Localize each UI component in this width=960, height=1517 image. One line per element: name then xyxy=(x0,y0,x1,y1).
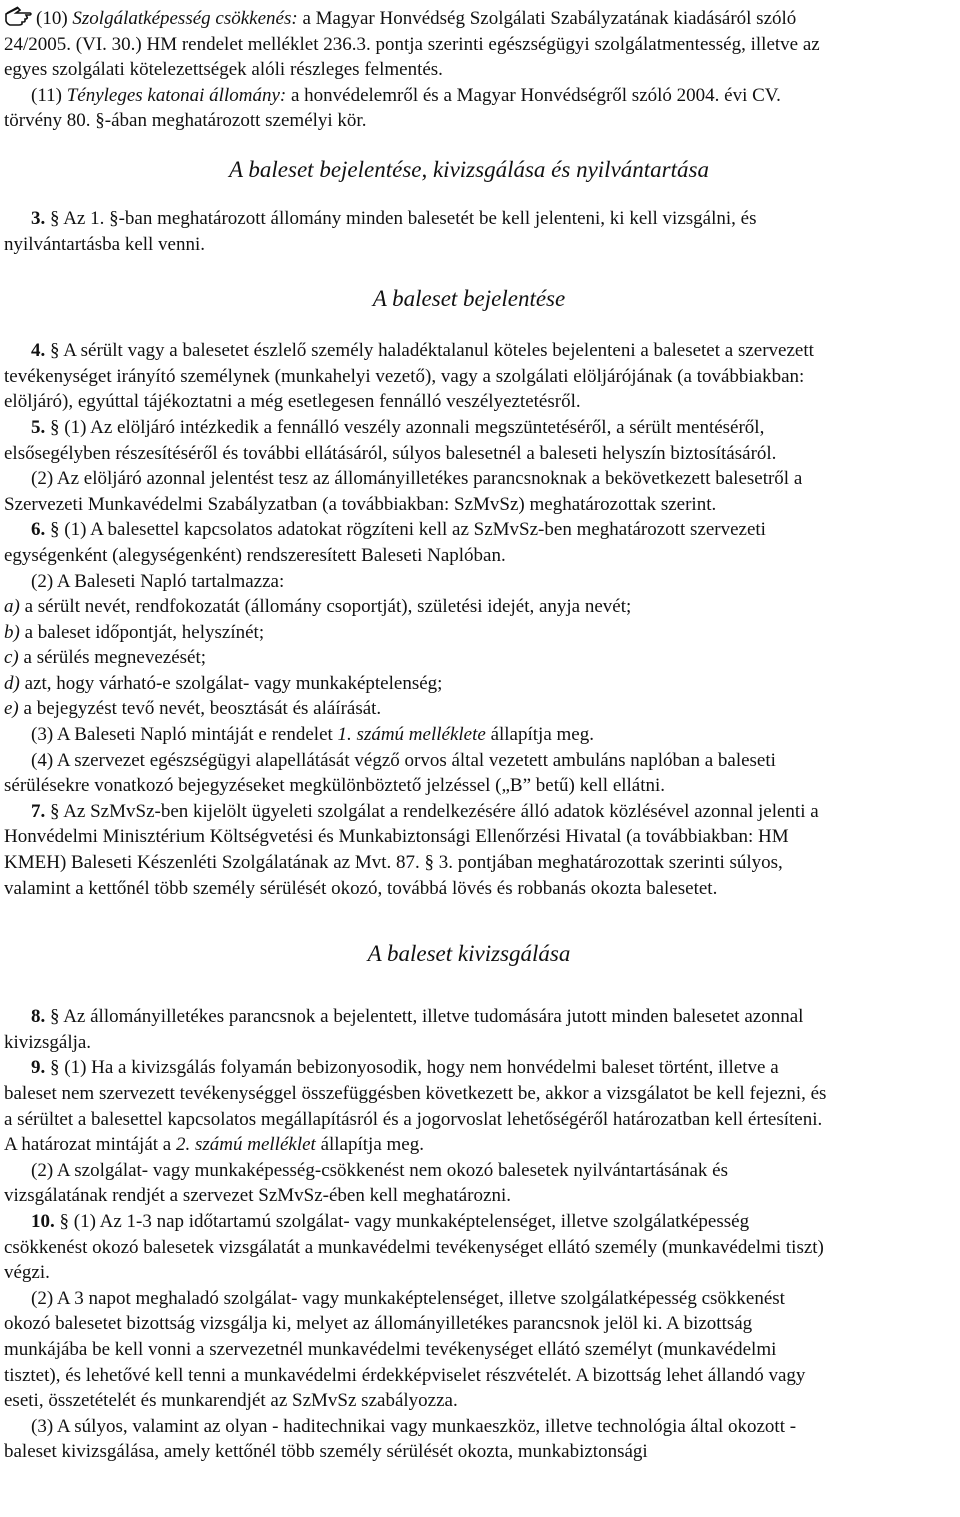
list-item: b) a baleset időpontját, helyszínét; xyxy=(4,621,265,643)
section-4-line-1: 4. § A sérült vagy a balesetet észlelő személy haladéktalanul köteles bejelenteni a balesetet a szervezett xyxy=(31,340,814,362)
section-9-para-2-line-2: vizsgálatának rendjét a szervezet SzMvSz-ében kell meghatározni. xyxy=(4,1185,511,1207)
pointing-hand-icon xyxy=(4,4,34,26)
heading-report: A baleset bejelentése xyxy=(372,286,566,312)
section-5-para-2-line-2: Szervezeti Munkavédelmi Szabályzatban (a továbbiakban: SzMvSz) meghatározottak szerint. xyxy=(4,493,717,515)
paragraph-11-line-1: (11) Tényleges katonai állomány: a honvédelemről és a Magyar Honvédségről szóló 2004. évi CV. xyxy=(31,84,781,106)
section-7-line-4: valamint a kettőnél több személy sérülését okozó, továbbá lövés és robbanás okozta balesetet. xyxy=(4,877,718,899)
section-number: 9. xyxy=(31,1057,46,1079)
section-10-para-2-line-3: munkájába be kell vonni a szervezetnél munkavédelmi tevékenységet ellátó személyt (munkavédelmi xyxy=(4,1338,777,1360)
section-3-line-2: nyilvántartásba kell venni. xyxy=(4,233,206,255)
paragraph-11-line-2: törvény 80. §-ában meghatározott személyi kör. xyxy=(4,110,367,132)
section-10-para-3-line-2: baleset kivizsgálása, amely kettőnél több személy sérülését okozta, munkabiztonsági xyxy=(4,1441,648,1463)
section-6-para-2: (2) A Baleseti Napló tartalmazza: xyxy=(31,570,285,592)
section-6-para-4-line-1: (4) A szervezet egészségügyi alapellátását végző orvos által vezetett ambuláns naplóban a baleseti xyxy=(31,749,776,771)
section-10-line-3: végzi. xyxy=(4,1262,50,1284)
list-item: a) a sérült nevét, rendfokozatát (állomány csoportját), születési idejét, anyja nevét; xyxy=(4,596,632,618)
section-6-line-1: 6. § (1) A balesettel kapcsolatos adatokat rögzíteni kell az SzMvSz-ben meghatározott szervezeti xyxy=(31,519,766,541)
section-6-para-4-line-2: sérülésekre vonatkozó bejegyzéseket megkülönböztető jelzéssel („B” betű) kell ellátni. xyxy=(4,775,666,797)
section-title: A baleset bejelentése, kivizsgálása és nyilvántartása xyxy=(229,156,709,182)
list-item: d) azt, hogy várható-e szolgálat- vagy munkaképtelenség; xyxy=(4,672,443,694)
section-7-line-1: 7. § Az SzMvSz-ben kijelölt ügyeleti szolgálat a rendelkezésére álló adatok közlésével azonnal jelenti a xyxy=(31,800,819,822)
section-5-line-2: elsősegélyben részesítéséről és további ellátásáról, súlyos balesetnél a baleseti helyszín biztosításáról. xyxy=(4,442,777,464)
section-5-line-1: 5. § (1) Az elöljáró intézkedik a fennálló veszély azonnali megszüntetéséről, a sérült mentéséről, xyxy=(31,416,765,438)
section-5-para-2-line-1: (2) Az elöljáró azonnal jelentést tesz az állományilletékes parancsnoknak a bekövetkezett balesetről a xyxy=(31,468,803,490)
section-7-line-3: KMEH) Baleseti Készenléti Szolgálatának az Mvt. 87. § 3. pontjában meghatározottak szerinti súlyos, xyxy=(4,852,783,874)
paragraph-10-line-2: 24/2005. (VI. 30.) HM rendelet melléklet 236.3. pontja szerinti egészségügyi szolgálatmentesség, illetve az xyxy=(4,33,820,55)
section-9-line-2: baleset nem szervezett tevékenységgel összefüggésben következett be, akkor a vizsgálatot be kell fejezni, és xyxy=(4,1083,827,1104)
section-number: 10. xyxy=(31,1210,55,1232)
section-9-line-1: 9. § (1) Ha a kivizsgálás folyamán bebizonyosodik, hogy nem honvédelmi baleset történt, illetve a xyxy=(31,1057,779,1079)
section-number: 3. xyxy=(31,207,46,229)
section-3-line-1: 3. § Az 1. §-ban meghatározott állomány minden balesetét be kell jelenteni, ki kell vizsgálni, és xyxy=(31,207,757,229)
section-6-para-3: (3) A Baleseti Napló mintáját e rendelet 1. számú melléklete állapítja meg. xyxy=(31,724,594,746)
section-number: 6. xyxy=(31,519,46,541)
section-10-line-1: 10. § (1) Az 1-3 nap időtartamú szolgálat- vagy munkaképtelenséget, illetve szolgálatképesség xyxy=(31,1210,750,1232)
section-10-para-3-line-1: (3) A súlyos, valamint az olyan - haditechnikai vagy munkaeszköz, illetve technológia által okozott - xyxy=(31,1415,797,1437)
section-10-line-2: csökkenést okozó balesetek vizsgálatát a munkavédelmi tevékenységet ellátó személy (munkavédelmi tiszt) xyxy=(4,1236,824,1258)
section-10-para-2-line-5: eseti, összetételét és munkarendjét az SzMvSz szabályozza. xyxy=(4,1390,458,1412)
paragraph-11-term: Tényleges katonai állomány: xyxy=(66,84,287,106)
section-9-line-3: a sérültet a balesettel kapcsolatos megállapításról és a jogorvoslat lehetőségéről határozatban kell értesíteni. xyxy=(4,1108,823,1130)
section-6-line-2: egységenként (alegységenként) rendszeresített Baleseti Naplóban. xyxy=(4,544,506,566)
annex-reference: 1. számú melléklete xyxy=(337,724,486,746)
section-4-line-3: elöljáró), egyúttal tájékoztatni a még esetlegesen fennálló veszélyeztetésről. xyxy=(4,391,581,413)
section-number: 7. xyxy=(31,800,46,822)
section-number: 8. xyxy=(31,1006,46,1028)
section-10-para-2-line-4: tisztet), és lehetővé kell tenni a munkavédelmi érdekképviselet részvételét. A bizottság lehet állandó vagy xyxy=(4,1364,806,1386)
section-8-line-2: kivizsgálja. xyxy=(4,1031,92,1053)
section-4-line-2: tevékenységet irányító személynek (munkahelyi vezető), vagy a szolgálati elöljárójának (a továbbiakban: xyxy=(4,365,805,387)
paragraph-10-line-1: (10) Szolgálatképesség csökkenés: a Magyar Honvédség Szolgálati Szabályzatának kiadásáról szóló xyxy=(4,4,934,32)
list-item: e) a bejegyzést tevő nevét, beosztását és aláírását. xyxy=(4,698,382,720)
list-item: c) a sérülés megnevezését; xyxy=(4,647,207,669)
section-10-para-2-line-2: okozó balesetet bizottság vizsgálja ki, melyet az állományilletékes parancsnok jelöl ki. A bizottság xyxy=(4,1313,753,1335)
section-7-line-2: Honvédelmi Minisztérium Költségvetési és Munkabiztonsági Ellenőrzési Hivatal (a továbbiakban: HM xyxy=(4,826,789,848)
heading-investigation: A baleset kivizsgálása xyxy=(367,941,571,967)
section-9-para-2-line-1: (2) A szolgálat- vagy munkaképesség-csökkenést nem okozó balesetek nyilvántartásának és xyxy=(31,1159,728,1181)
section-8-line-1: 8. § Az állományilletékes parancsnok a bejelentett, illetve tudomására jutott minden balesetet azonnal xyxy=(31,1006,804,1028)
section-10-para-2-line-1: (2) A 3 napot meghaladó szolgálat- vagy munkaképtelenséget, illetve szolgálatképesség csökkenést xyxy=(31,1287,785,1309)
annex-reference: 2. számú melléklet xyxy=(175,1134,316,1156)
section-number: 5. xyxy=(31,416,46,438)
paragraph-10-term: Szolgálatképesség csökkenés: xyxy=(72,8,298,29)
paragraph-10-line-3: egyes szolgálati kötelezettségek alóli részleges felmentés. xyxy=(4,59,443,81)
section-9-line-4: A határozat mintáját a 2. számú melléklet állapítja meg. xyxy=(4,1134,424,1156)
section-number: 4. xyxy=(31,340,46,362)
